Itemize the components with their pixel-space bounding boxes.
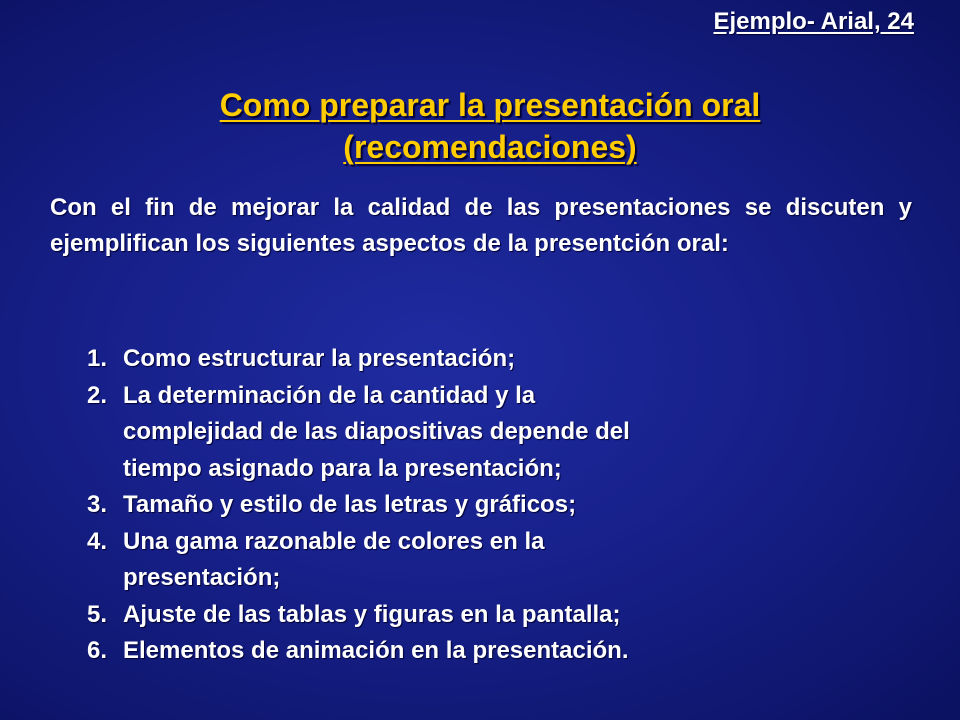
list-item-number: 1. <box>87 345 108 372</box>
list-item <box>87 633 630 670</box>
list-item-number: 4. <box>87 527 108 555</box>
list-item-number: 2. <box>87 381 108 409</box>
list-item <box>87 341 630 378</box>
list-item <box>87 597 630 634</box>
slide-title <box>100 84 880 168</box>
list-item-text: Como estructurar la presentación; <box>123 345 516 372</box>
list-item-text: La determinación de la cantidad y la <box>123 381 536 409</box>
list-item <box>87 524 630 597</box>
list-item-text: complejidad de las diapositivas depende del <box>123 418 630 445</box>
list-item-text: Ajuste de las tablas y figuras en la pantalla; <box>123 600 621 628</box>
list-item-text: tiempo asignado para la presentación; <box>123 454 562 482</box>
list-item-text: Una gama razonable de colores en la <box>123 527 545 555</box>
list-item-text: Elementos de animación en la presentación. <box>123 637 629 664</box>
recommendations-list <box>87 341 630 670</box>
list-item-number: 5. <box>87 600 108 628</box>
list-item <box>87 378 630 488</box>
list-item-number: 3. <box>87 491 108 518</box>
list-item-text: presentación; <box>123 564 281 591</box>
slide-title-line-1: Como preparar la presentación oral <box>219 87 761 123</box>
list-item-number: 6. <box>87 637 108 664</box>
slide-title-line-2: (recomendaciones) <box>343 129 637 165</box>
list-item <box>87 487 630 524</box>
intro-paragraph: Con el fin de mejorar la calidad de las presentaciones se discuten y ejemplifican los siguientes aspectos de la presentción oral: <box>50 194 912 257</box>
list-item-text: Tamaño y estilo de las letras y gráficos; <box>123 491 577 518</box>
font-example-label: Ejemplo- Arial, 24 <box>713 8 914 35</box>
